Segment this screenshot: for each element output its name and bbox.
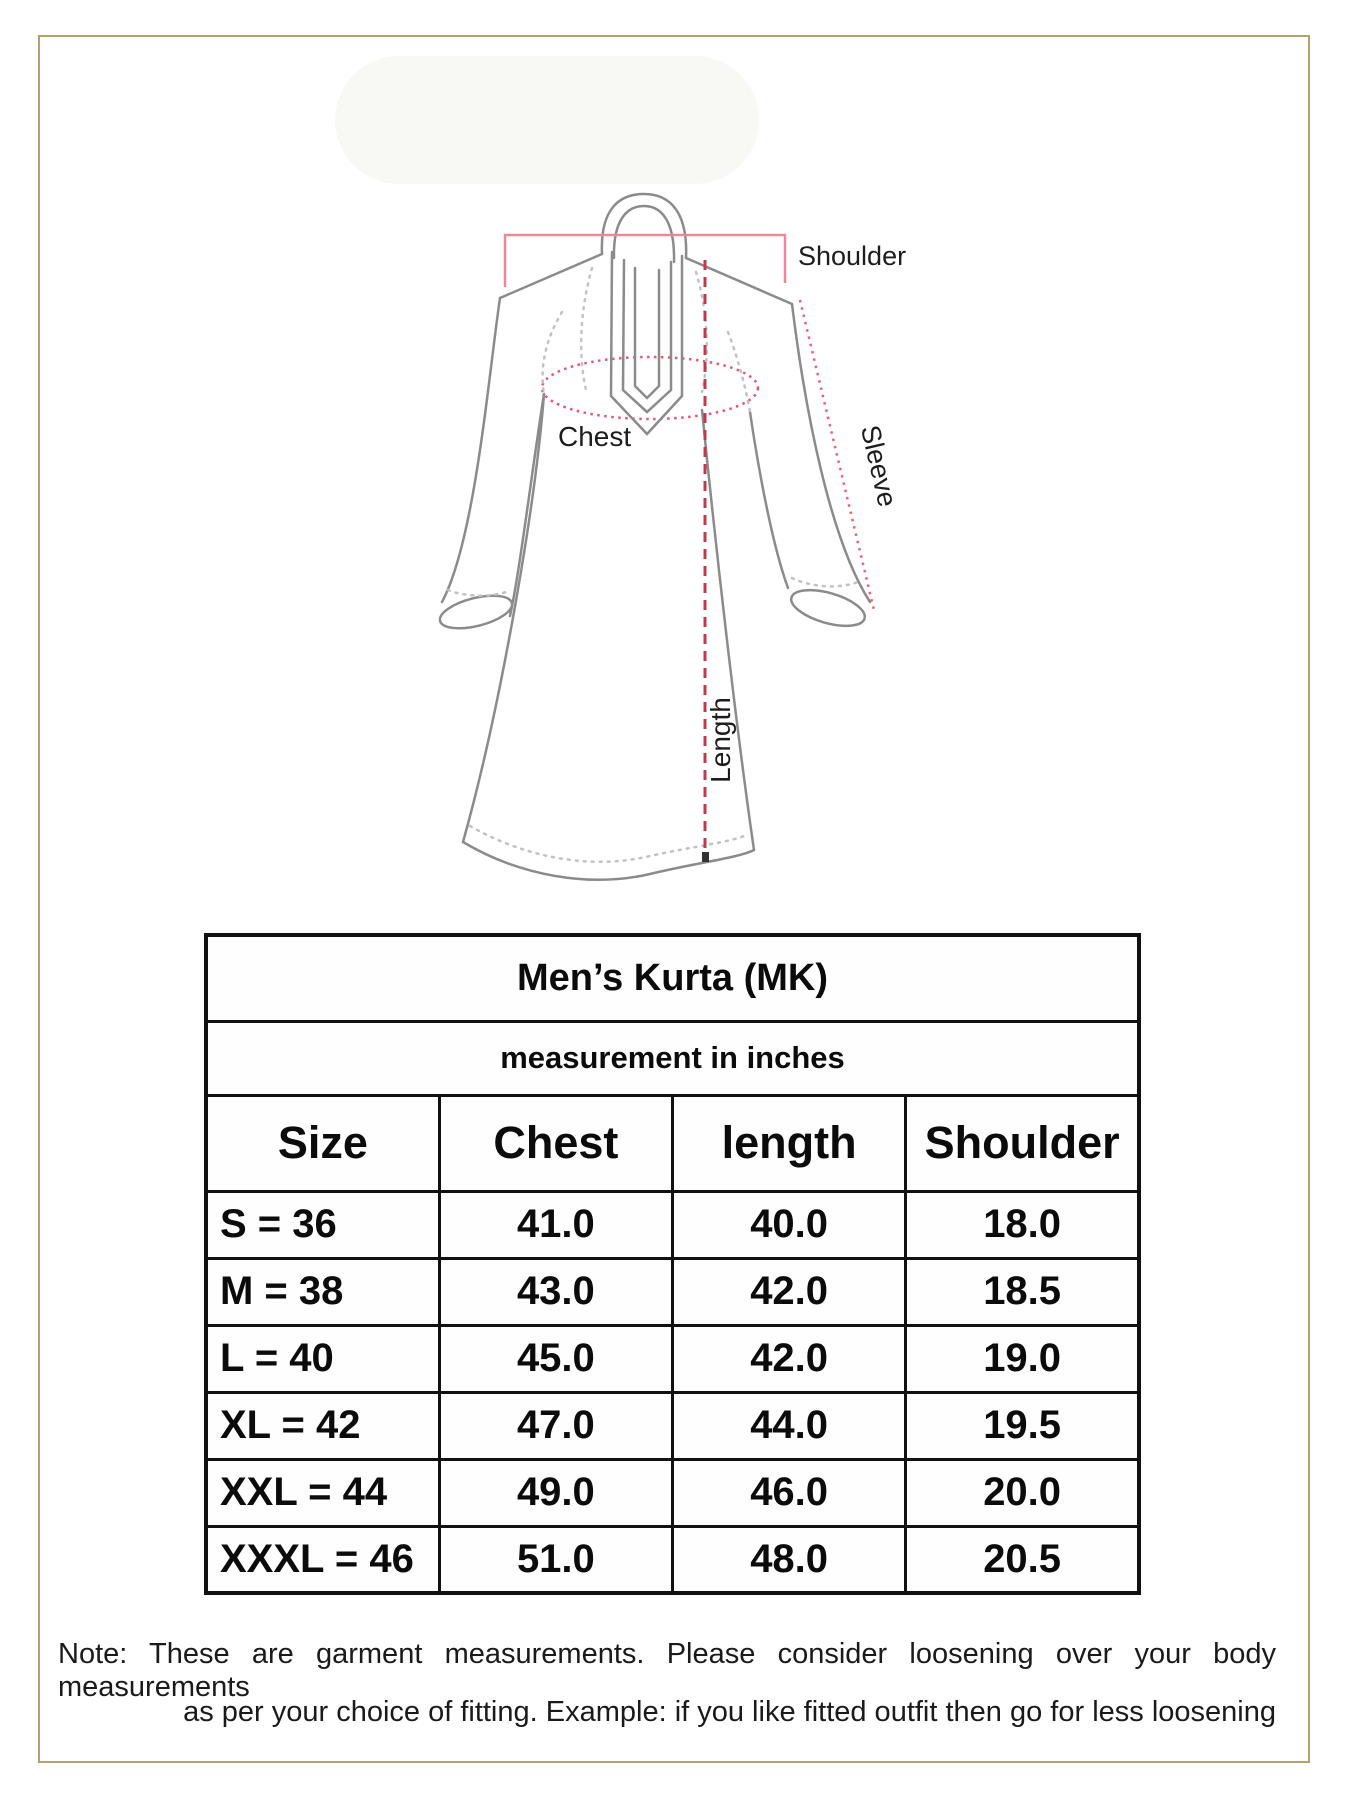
chest-value: 41.0 xyxy=(439,1191,672,1258)
shoulder-value: 20.0 xyxy=(906,1459,1139,1526)
shoulder-value: 18.0 xyxy=(906,1191,1139,1258)
size-value: XXXL = 46 xyxy=(206,1526,439,1593)
size-value: XXL = 44 xyxy=(206,1459,439,1526)
shoulder-value: 18.5 xyxy=(906,1258,1139,1325)
table-row xyxy=(206,1325,1139,1392)
chest-value: 51.0 xyxy=(439,1526,672,1593)
column-header-size: Size xyxy=(206,1095,439,1191)
column-header-shoulder: Shoulder xyxy=(906,1095,1139,1191)
table-title-row xyxy=(206,935,1139,1021)
size-value: XL = 42 xyxy=(206,1392,439,1459)
chest-label: Chest xyxy=(558,421,632,452)
shoulder-value: 20.5 xyxy=(906,1526,1139,1593)
size-value: M = 38 xyxy=(206,1258,439,1325)
length-value: 42.0 xyxy=(673,1325,906,1392)
kurta-measurement-diagram xyxy=(330,150,950,910)
table-header-row xyxy=(206,1095,1139,1191)
kurta-diagram-svg xyxy=(330,150,950,910)
table-row xyxy=(206,1191,1139,1258)
table-subtitle-row xyxy=(206,1021,1139,1095)
table-row xyxy=(206,1526,1139,1593)
column-header-chest: Chest xyxy=(439,1095,672,1191)
size-value: S = 36 xyxy=(206,1191,439,1258)
length-value: 42.0 xyxy=(673,1258,906,1325)
measurement-note xyxy=(58,1638,1276,1754)
length-value: 40.0 xyxy=(673,1191,906,1258)
kurta-seam-stitching xyxy=(448,268,858,862)
length-value: 46.0 xyxy=(673,1459,906,1526)
size-value: L = 40 xyxy=(206,1325,439,1392)
shoulder-label: Shoulder xyxy=(798,241,907,271)
length-value: 44.0 xyxy=(673,1392,906,1459)
table-title: Men’s Kurta (MK) xyxy=(206,935,1139,1021)
kurta-outline xyxy=(437,194,870,880)
chest-value: 43.0 xyxy=(439,1258,672,1325)
length-value: 48.0 xyxy=(673,1526,906,1593)
chest-value: 49.0 xyxy=(439,1459,672,1526)
size-chart-table xyxy=(204,933,1141,1595)
note-line-2: as per your choice of fitting. Example: if you like fitted outfit then go for less loosening xyxy=(183,1696,1276,1728)
note-line-1: Note: These are garment measurements. Please consider loosening over your body measurements xyxy=(58,1638,1276,1703)
chest-value: 45.0 xyxy=(439,1325,672,1392)
length-label: Length xyxy=(705,697,736,783)
sleeve-label: Sleeve xyxy=(854,422,903,510)
table-row xyxy=(206,1459,1139,1526)
table-row xyxy=(206,1258,1139,1325)
table-subtitle: measurement in inches xyxy=(206,1021,1139,1095)
shoulder-value: 19.0 xyxy=(906,1325,1139,1392)
table-row xyxy=(206,1392,1139,1459)
length-line-end-dot xyxy=(702,852,709,862)
chest-value: 47.0 xyxy=(439,1392,672,1459)
shoulder-value: 19.5 xyxy=(906,1392,1139,1459)
shoulder-measure-line xyxy=(505,235,785,287)
column-header-length: length xyxy=(673,1095,906,1191)
